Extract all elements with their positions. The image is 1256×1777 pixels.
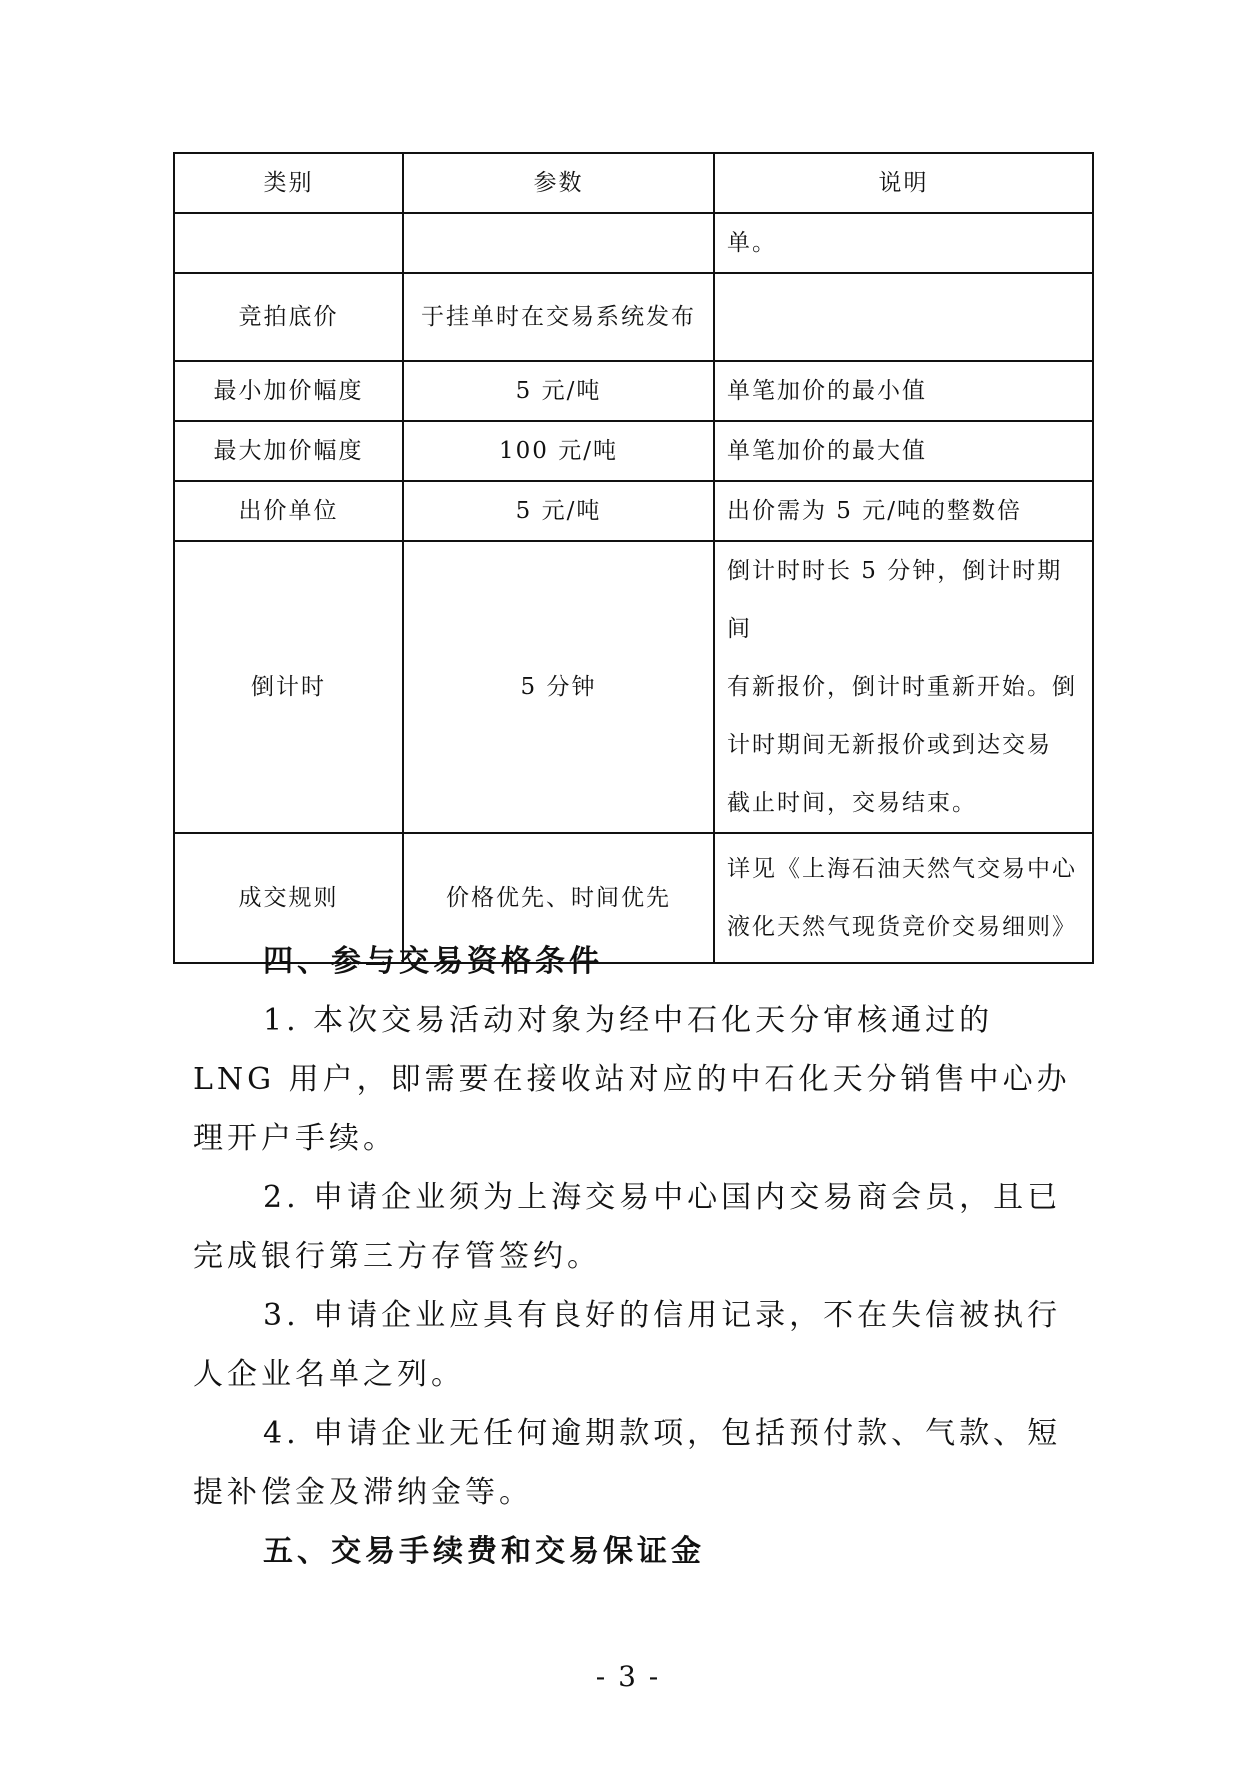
cell-category: 出价单位	[174, 481, 403, 541]
paragraph: 3. 申请企业应具有良好的信用记录，不在失信被执行人企业名单之列。	[193, 1298, 1062, 1392]
cell-category: 最小加价幅度	[174, 361, 403, 421]
paragraph: 4. 申请企业无任何逾期款项，包括预付款、气款、短提补偿金及滞纳金等。	[193, 1416, 1062, 1510]
page-number: - 3 -	[595, 1660, 661, 1693]
cell-parameter: 价格优先、时间优先	[403, 833, 714, 963]
table-row	[174, 421, 1093, 481]
cell-note	[714, 541, 1093, 833]
cell-note: 单笔加价的最小值	[714, 361, 1093, 421]
section-heading: 四、参与交易资格条件	[263, 944, 603, 979]
table-row	[174, 541, 1093, 833]
table-row	[174, 481, 1093, 541]
section-heading: 五、交易手续费和交易保证金	[263, 1534, 705, 1569]
note-line: 详见《上海石油天然气交易中心	[727, 856, 1077, 882]
cell-parameter: 100 元/吨	[403, 421, 714, 481]
header-category: 类别	[174, 153, 403, 213]
cell-parameter: 5 元/吨	[403, 481, 714, 541]
cell-category: 竞拍底价	[174, 273, 403, 361]
note-line: 液化天然气现货竞价交易细则》	[727, 914, 1077, 940]
table-row	[174, 273, 1093, 361]
paragraph: 2. 申请企业须为上海交易中心国内交易商会员，且已完成银行第三方存管签约。	[193, 1180, 1062, 1274]
cell-category: 倒计时	[174, 541, 403, 833]
cell-parameter: 5 元/吨	[403, 361, 714, 421]
cell-note: 出价需为 5 元/吨的整数倍	[714, 481, 1093, 541]
cell-category	[174, 213, 403, 273]
header-note: 说明	[714, 153, 1093, 213]
cell-parameter: 于挂单时在交易系统发布	[403, 273, 714, 361]
paragraph: 1. 本次交易活动对象为经中石化天分审核通过的 LNG 用户，即需要在接收站对应的中石化天分销售中心办理开户手续。	[193, 1003, 1071, 1156]
body-text	[193, 932, 1073, 1581]
header-parameter: 参数	[403, 153, 714, 213]
trading-rules-table	[173, 152, 1094, 964]
cell-category: 成交规则	[174, 833, 403, 963]
note-line: 截止时间，交易结束。	[727, 790, 977, 816]
note-line: 有新报价，倒计时重新开始。倒	[727, 674, 1077, 700]
note-line: 计时期间无新报价或到达交易	[727, 732, 1052, 758]
table-row	[174, 361, 1093, 421]
cell-note: 单笔加价的最大值	[714, 421, 1093, 481]
cell-category: 最大加价幅度	[174, 421, 403, 481]
table-row	[174, 213, 1093, 273]
cell-parameter: 5 分钟	[403, 541, 714, 833]
cell-note	[714, 273, 1093, 361]
cell-parameter	[403, 213, 714, 273]
note-line: 倒计时时长 5 分钟，倒计时期间	[727, 558, 1063, 642]
table-header-row	[174, 153, 1093, 213]
cell-note: 单。	[714, 213, 1093, 273]
